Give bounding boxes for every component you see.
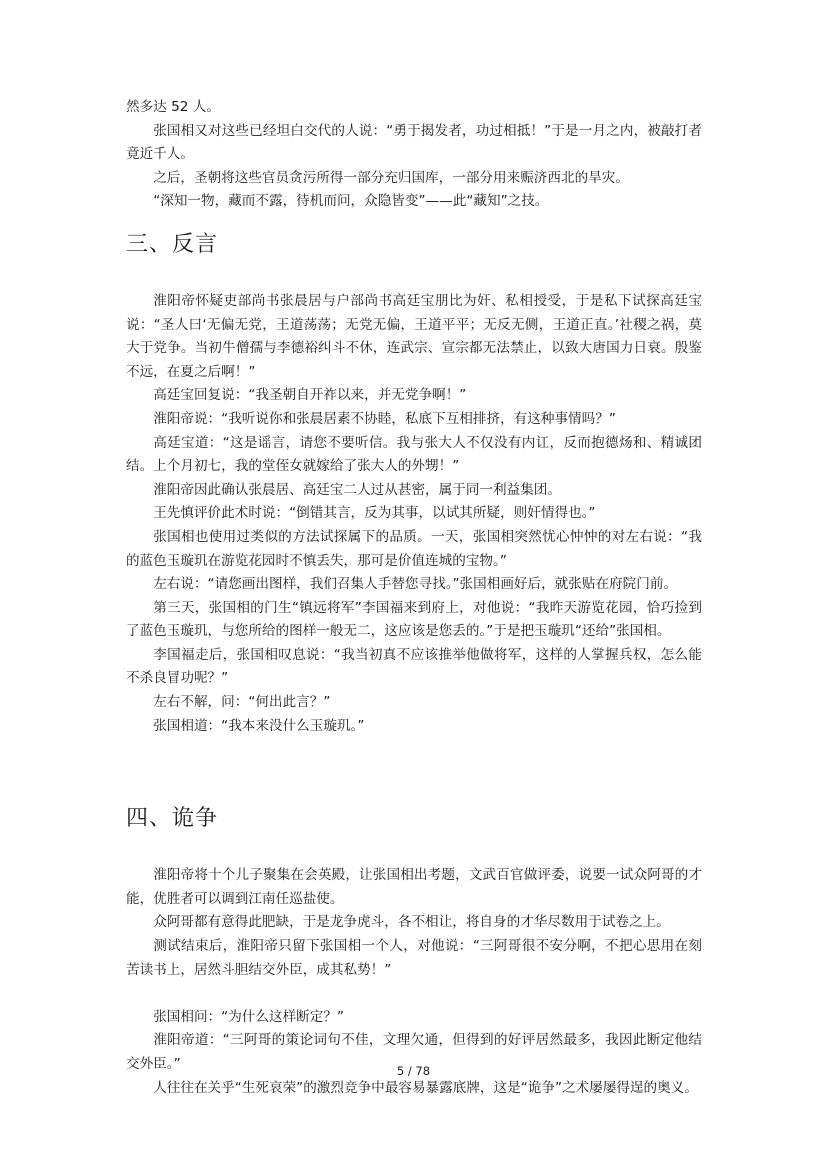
blank-line bbox=[126, 982, 702, 1006]
paragraph: 张国相又对这些已经坦白交代的人说：“勇于揭发者，功过相抵！”于是一月之内，被敲打者竟近千人。 bbox=[126, 122, 702, 163]
paragraph: 高廷宝回复说：“我圣朝自开祚以来，并无党争啊！” bbox=[153, 387, 467, 404]
paragraph: 然多达 52 人。 bbox=[126, 99, 220, 115]
paragraph: “深知一物，藏而不露，待机而问，众隐皆变”——此“藏知”之技。 bbox=[153, 193, 549, 210]
paragraph: 之后，圣朝将这些官员贪污所得一部分充归国库，一部分用来赈济西北的旱灾。 bbox=[153, 169, 629, 186]
paragraph: 测试结束后，淮阳帝只留下张国相一个人，对他说：“三阿哥很不安分啊，不把心思用在刻苦读书上，居然斗胆结交外臣，成其私势！” bbox=[126, 938, 702, 978]
paragraph: 李国福走后，张国相叹息说：“我当初真不应该推举他做将军，这样的人掌握兵权，怎么能不杀良冒功呢？” bbox=[126, 646, 702, 687]
page-number: 5 / 78 bbox=[396, 1064, 431, 1078]
paragraph: 左右不解，问：“何出此言？” bbox=[153, 694, 331, 711]
paragraph: 淮阳帝将十个儿子聚集在会英殿，让张国相出考题，文武百官做评委，说要一试众阿哥的才能，优胜者可以调到江南任巡盐使。 bbox=[126, 867, 702, 907]
paragraph: 张国相道：“我本来没什么玉璇玑。” bbox=[153, 717, 365, 734]
paragraph: 淮阳帝怀疑吏部尚书张晨居与户部尚书高廷宝朋比为奸、私相授受，于是私下试探高廷宝说：“圣人曰‘无偏无党，王道荡荡；无党无偏，王道平平；无反无侧，王道正直。’社稷之祸，莫大于党争。当初牛僧孺与李德裕纠斗不休，连武宗、宣宗都无法禁止，以致大唐国力日衰。殷鉴不远，在夏之后啊！” bbox=[126, 292, 702, 380]
paragraph: 高廷宝道：“这是谣言，请您不要听信。我与张大人不仅没有内讧，反而抱德炀和、精诚团结。上个月初七，我的堂侄女就嫁给了张大人的外甥！” bbox=[126, 434, 702, 475]
paragraph: 王先慎评价此术时说：“倒错其言，反为其事，以试其所疑，则奸情得也。” bbox=[153, 505, 596, 522]
paragraph: 众阿哥都有意得此肥缺，于是龙争虎斗，各不相让，将自身的才华尽数用于试卷之上。 bbox=[153, 914, 670, 931]
paragraph: 张国相也使用过类似的方法试探属下的品质。一天，张国相突然忧心忡忡的对左右说：“我的蓝色玉璇玑在游览花园时不慎丢失，那可是价值连城的宝物。” bbox=[126, 528, 702, 569]
paragraph: 淮阳帝道：“三阿哥的策论词句不佳，文理欠通，但得到的好评居然最多，我因此断定他结交外臣。” bbox=[126, 1032, 702, 1072]
section-heading-3: 三、反言 bbox=[126, 231, 219, 257]
paragraph: 张国相问：“为什么这样断定？” bbox=[153, 1008, 344, 1025]
paragraph: 淮阳帝因此确认张晨居、高廷宝二人过从甚密，属于同一利益集团。 bbox=[153, 481, 561, 498]
paragraph: 第三天，张国相的门生“镇远将军”李国福来到府上，对他说：“我昨天游览花园，恰巧捡到了蓝色玉璇玑，与您所给的图样一般无二，这应该是您丢的。”于是把玉璇玑“还给”张国相。 bbox=[126, 599, 702, 640]
paragraph: 左右说：“请您画出图样，我们召集人手替您寻找。”张国相画好后，就张贴在府院门前。 bbox=[153, 576, 678, 593]
document-page bbox=[126, 96, 702, 1100]
section-heading-4: 四、诡争 bbox=[126, 806, 219, 832]
paragraph: 淮阳帝说：“我听说你和张晨居素不协睦，私底下互相排挤，有这种事情吗？” bbox=[153, 410, 616, 427]
paragraph: 人往往在关乎“生死哀荣”的激烈竞争中最容易暴露底牌，这是“诡争”之术屡屡得逞的奥义。 bbox=[153, 1079, 698, 1096]
